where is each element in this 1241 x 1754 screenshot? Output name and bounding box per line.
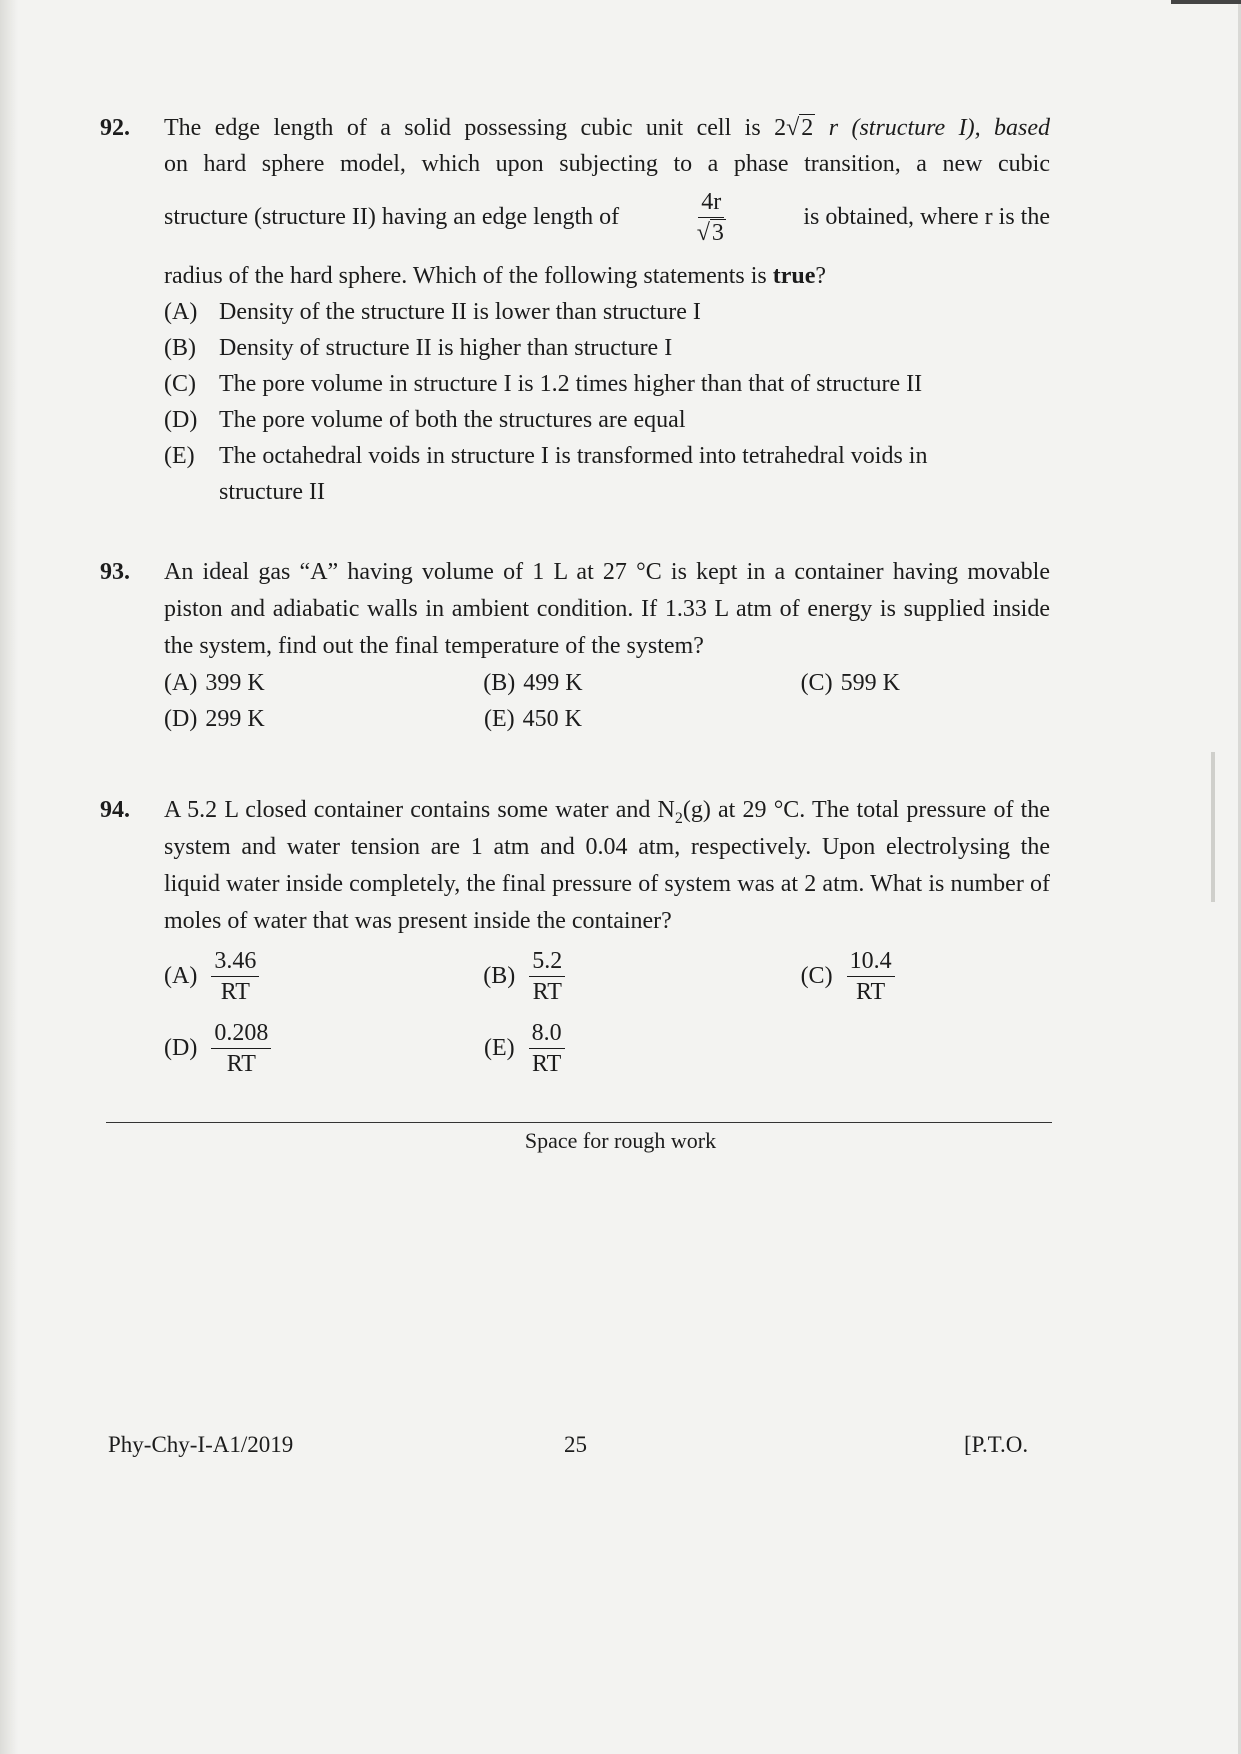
option-b[interactable]: (B) Density of structure II is higher than structure I	[164, 335, 673, 361]
option-d[interactable]: (D) $\frac{0.208}{RT}$	[164, 1018, 484, 1079]
option-b[interactable]: (B) $\frac{5.2}{RT}$	[483, 946, 800, 1007]
question-text: An ideal gas “A” having volume of 1 L at 27 °C is kept in a container having movable piston and adiabatic walls in ambient condition. If 1.33 L atm of energy is supplied inside the system, find out the final temperature of the system?	[164, 559, 1050, 659]
question-number: 94.	[100, 797, 130, 823]
options-list	[164, 294, 1050, 510]
scan-spine-mark	[1211, 752, 1215, 902]
please-turn-over: [P.T.O.	[964, 1432, 1029, 1457]
sqrt-symbol: √2	[786, 115, 814, 141]
options-list	[164, 940, 1050, 1084]
question-94	[100, 792, 1050, 1084]
question-92	[100, 110, 1050, 510]
question-text: A 5.2 L closed container contains some water and $N_2(g)$ at 29 °C. The total pressure of the system and water tension are 1 atm and 0.04 atm, respectively. Upon electrolysing the liquid water inside completely, the final pressure of system was at 2 atm. What is number of moles of water that was present inside the container?	[164, 797, 1050, 934]
page-number: 25	[564, 1432, 587, 1457]
option-b[interactable]: (B) 499 K	[483, 670, 583, 696]
option-d[interactable]: (D) The pore volume of both the structures are equal	[164, 407, 686, 433]
question-text: The edge length of a solid possessing cubic unit cell is 2√2 r (structure I), based on hard sphere model, which upon subjecting to a phase transition, a new cubic structure (structure II) having an edge length of $\frac{4r}{√3}$ is obtained, where r is the radius of the hard sphere. Which of the following statements is true?	[164, 110, 1050, 294]
question-number: 92.	[100, 115, 130, 141]
options-list	[164, 665, 1050, 737]
option-a[interactable]: (A) Density of the structure II is lower than structure I	[164, 299, 701, 325]
rough-work-divider	[106, 1122, 1052, 1123]
question-number: 93.	[100, 559, 130, 585]
rough-work-label: Space for rough work	[524, 1128, 717, 1153]
option-a[interactable]: (A) $\frac{3.46}{RT}$	[164, 946, 483, 1007]
option-e[interactable]: (E) 450 K	[484, 706, 582, 732]
option-c[interactable]: (C) 599 K	[800, 670, 900, 696]
option-d[interactable]: (D) 299 K	[164, 706, 265, 732]
paper-code: Phy-Chy-I-A1/2019	[108, 1432, 294, 1457]
fraction-4r-root3: $\frac{4r}{√3}$	[696, 188, 724, 246]
option-a[interactable]: (A) 399 K	[164, 670, 265, 696]
option-c[interactable]: (C) The pore volume in structure I is 1.2 times higher than that of structure II	[164, 371, 923, 397]
option-c[interactable]: (C) $\frac{10.4}{RT}$	[801, 946, 1050, 1007]
option-e[interactable]: (E) $\frac{8.0}{RT}$	[484, 1018, 802, 1079]
scan-shadow	[0, 0, 18, 1754]
option-e[interactable]: (E) The octahedral voids in structure I is transformed into tetrahedral voids in structure II	[164, 443, 928, 505]
question-93	[100, 554, 1050, 737]
scan-corner-mark	[1171, 0, 1241, 4]
